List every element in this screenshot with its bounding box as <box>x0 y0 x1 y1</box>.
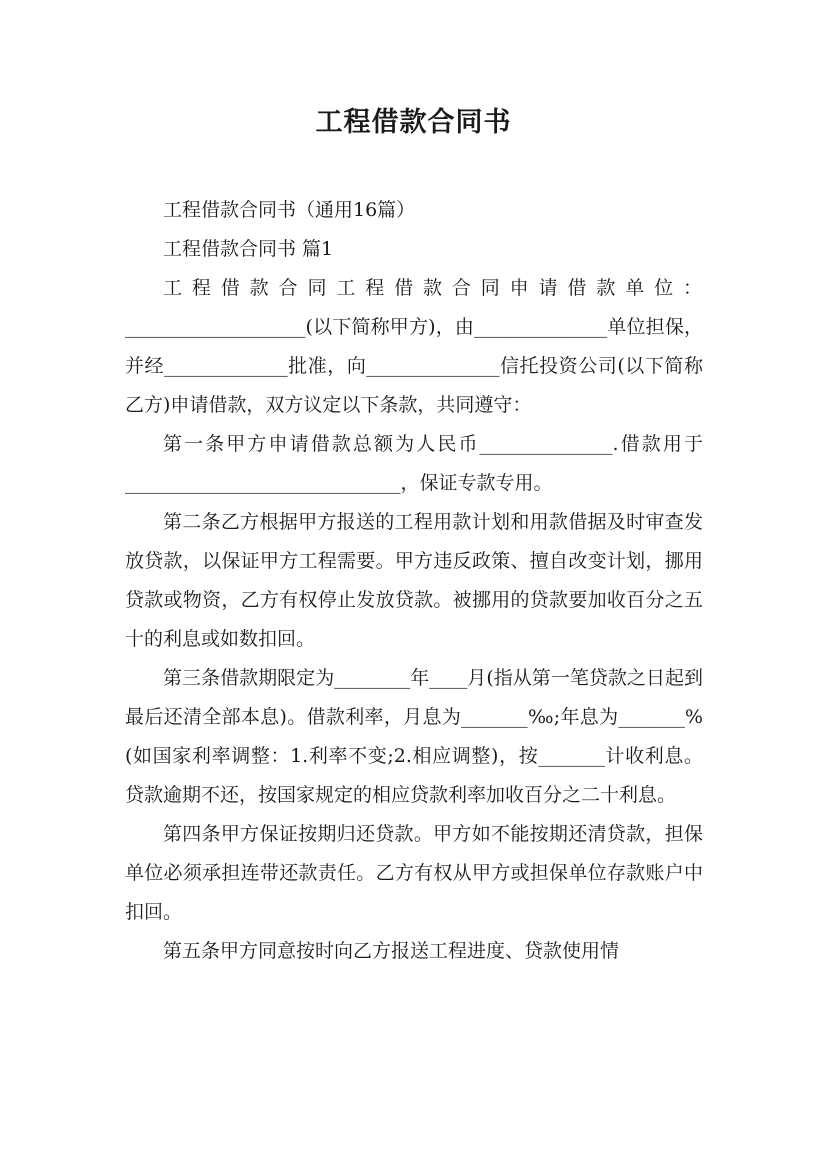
paragraph-article-5: 第五条甲方同意按时向乙方报送工程进度、贷款使用情 <box>163 940 620 962</box>
paragraph-applicant-line: 工程借款合同工程借款合同申请借款单位： <box>163 277 703 299</box>
paragraph-article-3: 第三条借款期限定为________年____月(指从第一笔贷款之日起到最后还清全部本息)。借款利率，月息为_______‰;年息为_______%(如国家利率调整：1.利率不变;2.相应调整)，按_______计收利息。贷款逾期不还，按国家规定的相应贷款利率加收百分之二十利息。 <box>125 667 703 806</box>
paragraph-article-4: 第四条甲方保证按期归还贷款。甲方如不能按期还清贷款，担保单位必须承担连带还款责任。乙方有权从甲方或担保单位存款账户中扣回。 <box>125 823 703 923</box>
paragraph-article-2: 第二条乙方根据甲方报送的工程用款计划和用款借据及时审查发放贷款，以保证甲方工程需要。甲方违反政策、擅自改变计划，挪用贷款或物资，乙方有权停止发放贷款。被挪用的贷款要加收百分之五十的利息或如数扣回。 <box>125 511 703 650</box>
paragraph-preamble: ___________________(以下简称甲方)，由______________单位担保，并经_____________批准，向______________信托投资公司(以下简称乙方)申请借款，双方议定以下条款，共同遵守： <box>125 316 703 416</box>
paragraph-subtitle: 工程借款合同书（通用16篇） <box>163 199 416 221</box>
paragraph-article-1: 第一条甲方申请借款总额为人民币______________.借款用于_____________________________，保证专款专用。 <box>125 433 703 494</box>
paragraph-section-heading: 工程借款合同书 篇1 <box>163 238 334 260</box>
document-body <box>125 191 703 971</box>
document-title: 工程借款合同书 <box>315 107 512 138</box>
